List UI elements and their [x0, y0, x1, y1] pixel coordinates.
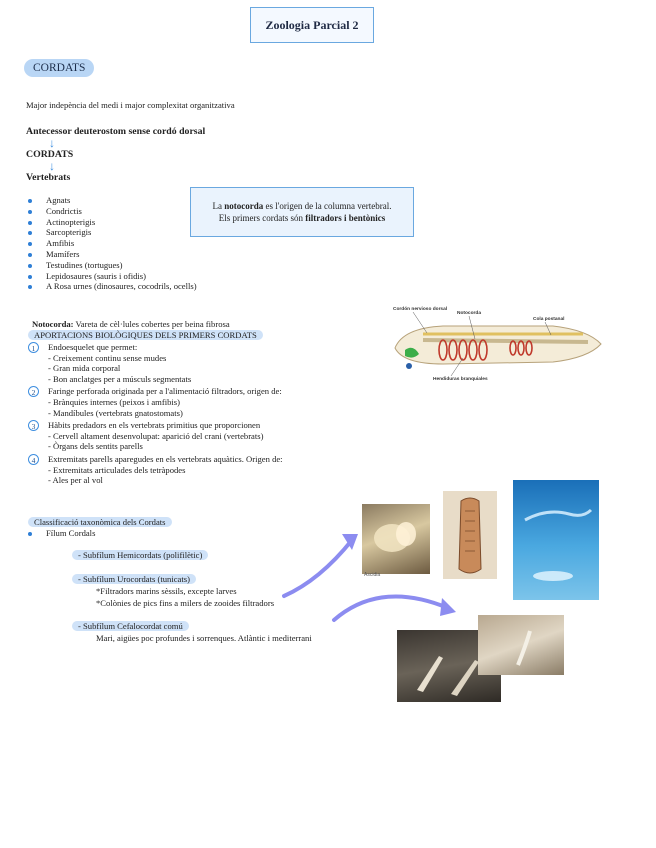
list-item: Testudines (tortugues) — [26, 260, 286, 271]
label-notochord: Notocorda — [457, 311, 481, 316]
list-item: Fílum Cordals — [26, 528, 95, 539]
chordate-diagram-svg — [383, 300, 607, 388]
page-title-text: Zoologia Parcial 2 — [265, 17, 359, 32]
aportacio-text: Hàbits predadors en els vertebrats primitius que proporcionen — [48, 420, 261, 431]
list-item: Actinopterigis — [26, 217, 286, 228]
callout-bold: filtradors i bentònics — [305, 213, 386, 223]
callout-line-2 — [219, 212, 385, 224]
label-tail: Cola postanal — [533, 317, 565, 322]
swimming-larva-illustration — [513, 480, 599, 600]
notocorda-callout — [190, 187, 414, 237]
tunicate-caption: Ascidia — [364, 572, 381, 578]
aportacio-item — [28, 454, 368, 465]
underwater-photo — [513, 480, 599, 600]
list-item: Mamífers — [26, 249, 286, 260]
aportacio-subitem: - Gran mida corporal — [48, 363, 121, 374]
aportacions-list — [28, 342, 368, 486]
notocorda-label: Notocorda: — [32, 319, 74, 329]
aportacio-subitem: - Extremitats articulades dels tetràpodes — [48, 464, 186, 475]
subfilum-cefalocordat — [72, 621, 189, 631]
subfilum-name: - Subfílum Cefalocordat comú — [72, 621, 189, 631]
arrow-to-tunicate — [284, 540, 352, 596]
aportacio-subitem: - Mandíbules (vertebrats gnatostomats) — [48, 407, 183, 418]
callout-text: es l'origen de la columna vertebral. — [263, 201, 392, 211]
list-item: A Rosa urnes (dinosaures, cocodrils, ocells) — [26, 281, 286, 292]
intro-text: Major indepència del medi i major complexitat organitzativa — [26, 100, 235, 110]
aportacio-item — [28, 420, 368, 431]
arrow-down-icon: ↓ — [49, 136, 55, 150]
classification-title: Classificació taxonòmica dels Cordats — [28, 517, 172, 527]
filum-list — [26, 528, 95, 539]
urocordats-note: *Colònies de pics fins a milers de zooides filtradors — [96, 598, 275, 608]
number-badge: 2 — [28, 386, 39, 397]
lineage-vertebrats: Vertebrats — [26, 172, 71, 183]
aportacio-subitem: - Ales per al vol — [48, 475, 103, 486]
page-title — [250, 7, 374, 43]
arrow-down-icon: ↓ — [49, 159, 55, 173]
aportacio-text: Extremitats parells aparegudes en els vertebrats aquàtics. Origen de: — [48, 453, 283, 464]
connector-arrows — [270, 520, 470, 630]
subfilum-urocordats — [72, 574, 196, 584]
callout-line-1 — [212, 200, 391, 212]
amphioxus-illustration-2 — [478, 615, 564, 675]
chordate-diagram — [383, 300, 607, 388]
subfilum-hemicordats — [72, 550, 208, 560]
label-gills: Hendiduras branquiales — [433, 377, 488, 382]
list-item: Amfibis — [26, 238, 286, 249]
arrow-to-amphioxus — [334, 596, 448, 620]
subfilum-name: - Subfílum Urocordats (tunicats) — [72, 574, 196, 584]
number-badge: 1 — [28, 342, 39, 353]
classification-heading — [28, 517, 172, 528]
aportacio-item — [28, 386, 368, 397]
aportacions-heading — [28, 330, 263, 341]
aportacio-text: Endoesquelet que permet: — [48, 342, 138, 352]
lineage-ancestor: Antecessor deuterostom sense cordó dorsal — [26, 126, 206, 137]
label-nerve-cord: Cordón nervioso dorsal — [393, 307, 448, 312]
organ-dot — [406, 363, 412, 369]
callout-text: La — [212, 201, 225, 211]
arrowhead-icon — [440, 598, 456, 616]
number-badge: 3 — [28, 420, 39, 431]
number-badge: 4 — [28, 454, 39, 465]
notocorda-text: Vareta de cèl·lules cobertes per beina fibrosa — [73, 319, 230, 329]
list-item: Sarcopterigis — [26, 227, 286, 238]
amphioxus-photo-2 — [478, 615, 564, 675]
list-item: Condrictis — [26, 206, 286, 217]
section-heading: CORDATS — [24, 59, 94, 77]
aportacio-subitem: - Cervell altament desenvolupat: aparició del crani (vertebrats) — [48, 430, 264, 441]
notocorda-definition — [32, 319, 230, 330]
aportacio-text: Faringe perforada originada per a l'alimentació filtradors, origen de: — [48, 386, 282, 397]
subfilum-name: - Subfílum Hemicordats (polifilètic) — [72, 550, 208, 560]
aportacio-item — [28, 342, 368, 353]
aportacio-subitem: - Creixement continu sense mudes — [48, 352, 167, 363]
notochord-shape — [423, 340, 588, 342]
aportacions-title: APORTACIONS BIOLÒGIQUES DELS PRIMERS CORDATS — [28, 330, 263, 340]
urocordats-note: *Filtradors marins sèssils, excepte larves — [96, 586, 237, 596]
aportacio-subitem: - Bon anclatges per a músculs segmentats — [48, 373, 192, 384]
list-item: Agnats — [26, 195, 286, 206]
callout-text: Els primers cordats són — [218, 213, 306, 223]
lineage-cordats: CORDATS — [26, 149, 74, 160]
callout-bold: notocorda — [224, 201, 264, 211]
cefalocordat-note: Mari, aigües poc profundes i sorrenques. Atlàntic i mediterrani — [96, 633, 312, 643]
aportacio-subitem: - Brànquies internes (peixos i amfibis) — [48, 396, 180, 407]
list-item: Lepidosaures (sauris i ofidis) — [26, 271, 286, 282]
aportacio-subitem: - Òrgans dels sentits parells — [48, 441, 143, 452]
